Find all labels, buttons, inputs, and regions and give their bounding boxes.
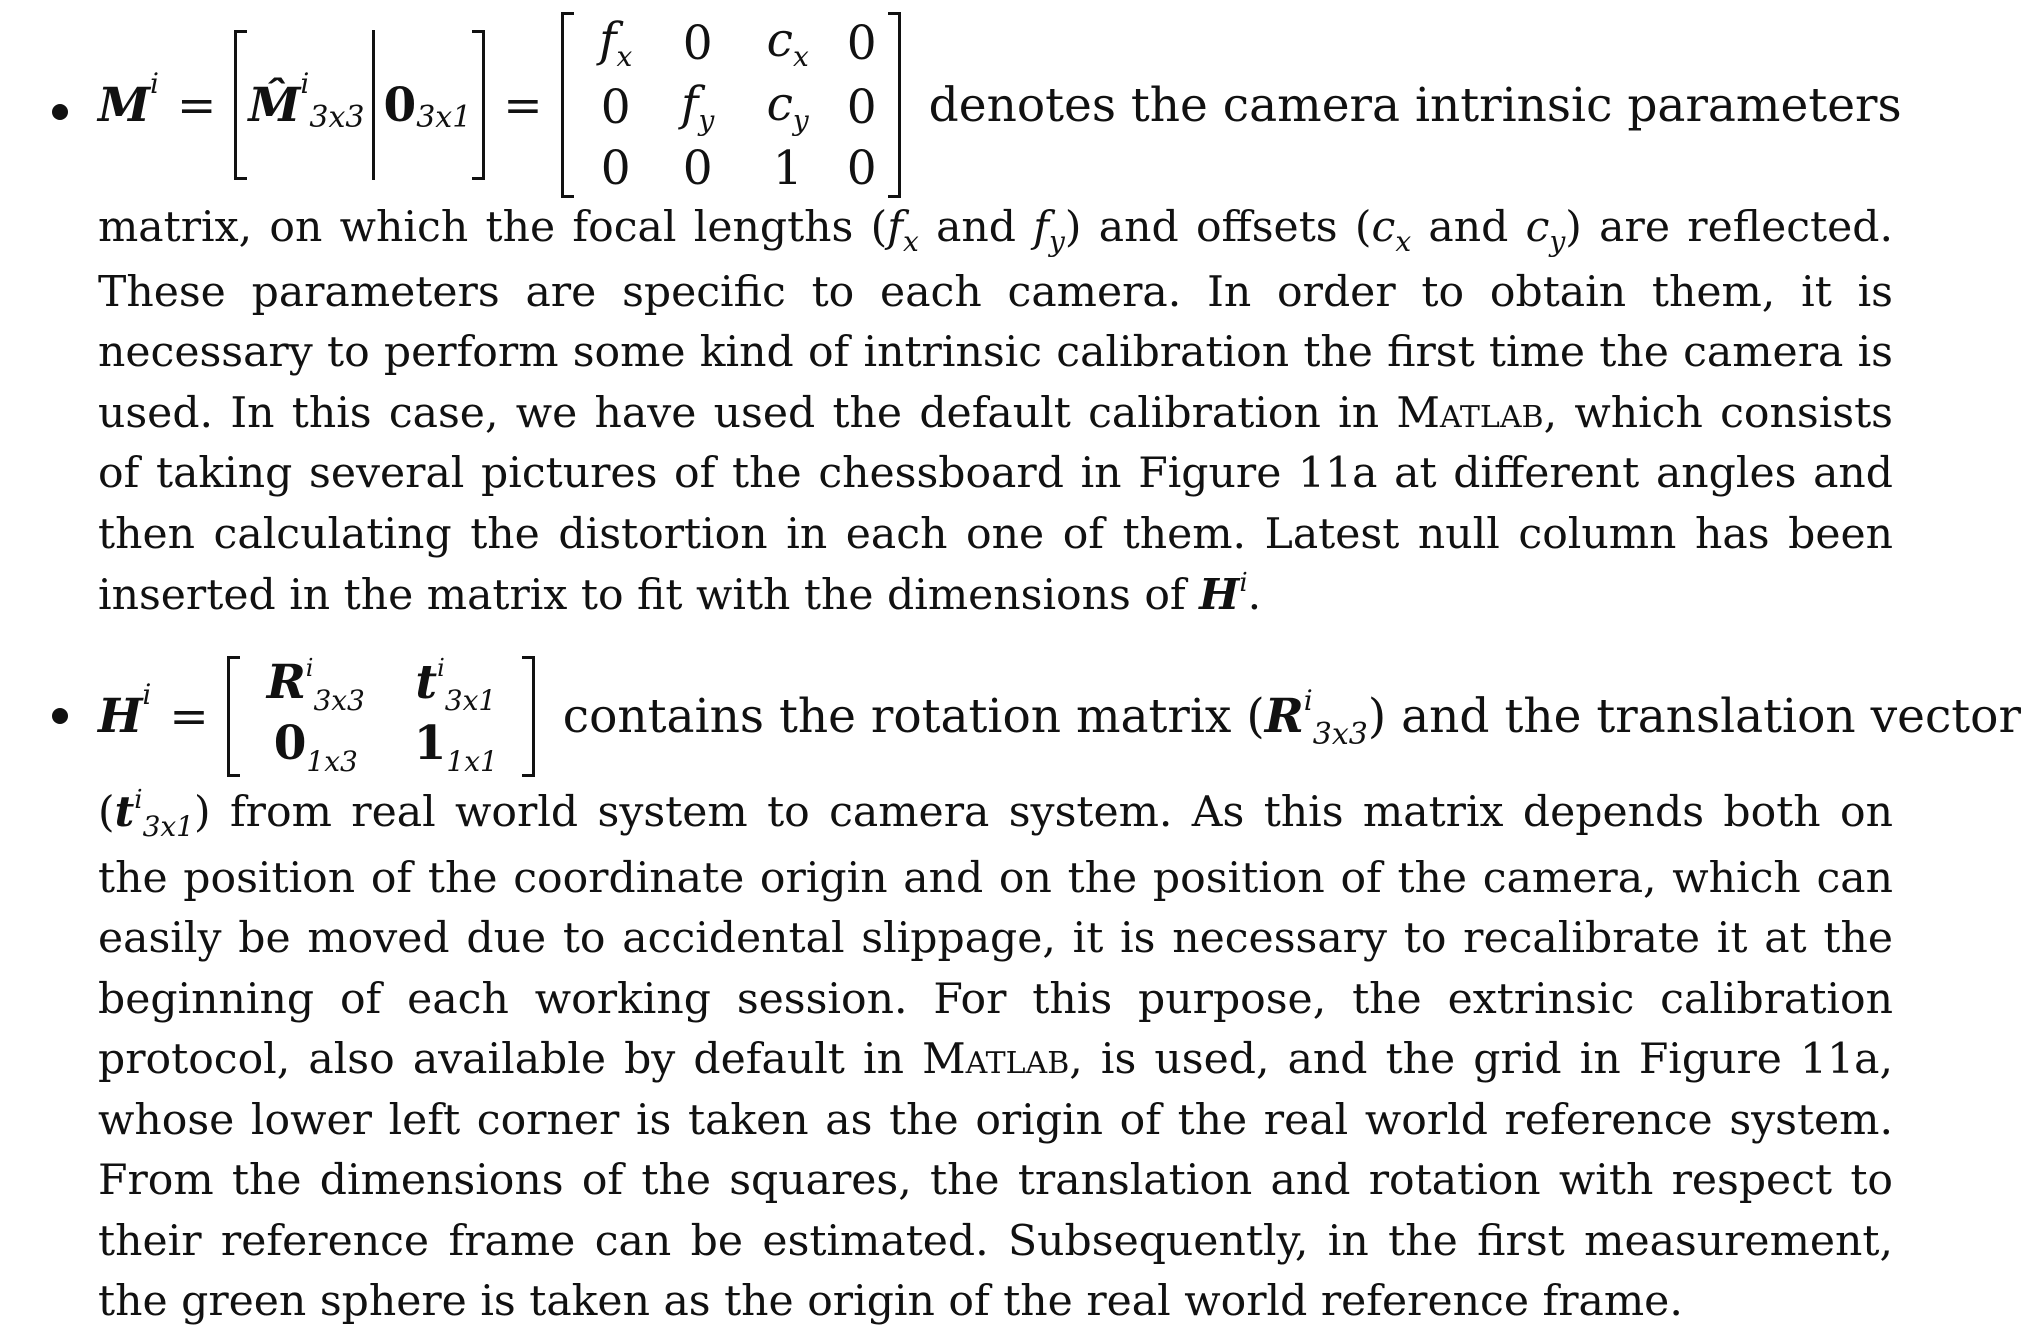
matrix-cell: 0 [600,80,631,135]
paragraph-intrinsic: matrix, on which the focal lengths ($f_x$ and $f_y$) and offsets ($c_x$ and $c_y$) are reflected. These parameters are specific to each camera. In order to obtain them, it is necessary to perform some kind of intrinsic calibration the first time the camera is used. In this case, we have used the default calibration in Matlab, which consists of taking several pictures of the chessboard in Figure 11a at different angles and then calculating the distortion in each one of them. Latest null column has been inserted in the matrix to fit with the dimensions of $H^i$. [98,203,1893,620]
symbol-M-hat: M̂ [248,77,301,133]
equation-description: denotes the camera intrinsic parameters [928,77,1902,133]
matrix-cell: 0 [682,16,713,71]
matrix-cell: $f_y$ [681,77,715,137]
equation-extrinsic: H i = $R^i_{3x3}$ $t^i_{3x1}$ $0_{1x3}$ $1_{1x1}$ contains the rotation matrix $(R^i_{3x3})$ and the translation vector [98,654,2021,778]
symbol-zero: 0 [383,77,417,133]
paragraph-extrinsic: $(t^i_{3x1})$ from real world system to camera system. As this matrix depends both on the position of the coordinate origin and on the position of the camera, which can easily be moved due to accidental slippage, it is necessary to recalibrate it at the beginning of each working session. For this purpose, the extrinsic calibration protocol, also available by default in Matlab, is used, and the grid in Figure 11a, whose lower left corner is taken as the origin of the real world reference system. From the dimensions of the squares, the translation and rotation with respect to their reference frame can be estimated. Subsequently, in the first measurement, the green sphere is taken as the origin of the real world reference frame. [98,785,1893,1326]
symbol-M: M [98,77,151,133]
block-matrix: M̂ i 3x3 0 3x1 [234,30,485,180]
matrix-divider [372,30,375,180]
matrix-cell: $1_{1x1}$ [413,716,498,778]
matrix-cell: 0 [600,141,631,196]
matrix-cell: 1 [772,141,803,196]
matrix-cell: $0_{1x3}$ [273,716,358,778]
equation-intrinsic: M i = M̂ i 3x3 0 3x1 = $f_x$ 0 $c_x$ 0 0 $f_y$ $c_y$ 0 0 0 1 0 denotes the camera intrinsic parameters [98,13,1902,196]
matrix-cell: 0 [682,141,713,196]
symbol-H: H [98,689,143,744]
extrinsic-matrix [227,656,535,777]
matrix-cell: 0 [846,141,877,196]
matrix-cell: $R^i_{3x3}$ [266,654,365,717]
superscript: i [150,66,159,100]
matrix-cell: $c_y$ [766,77,809,137]
bullet-icon [52,708,68,724]
matrix-cell: $f_x$ [599,13,633,73]
matrix-cell: 0 [846,16,877,71]
intrinsic-matrix [561,12,901,198]
matrix-cell: $t^i_{3x1}$ [415,654,497,717]
equation-description: contains the rotation matrix $(R^i_{3x3})$ and the translation vector [562,684,2021,752]
matrix-cell: $c_x$ [766,13,809,73]
bullet-icon [52,104,68,120]
matrix-cell: 0 [846,80,877,135]
